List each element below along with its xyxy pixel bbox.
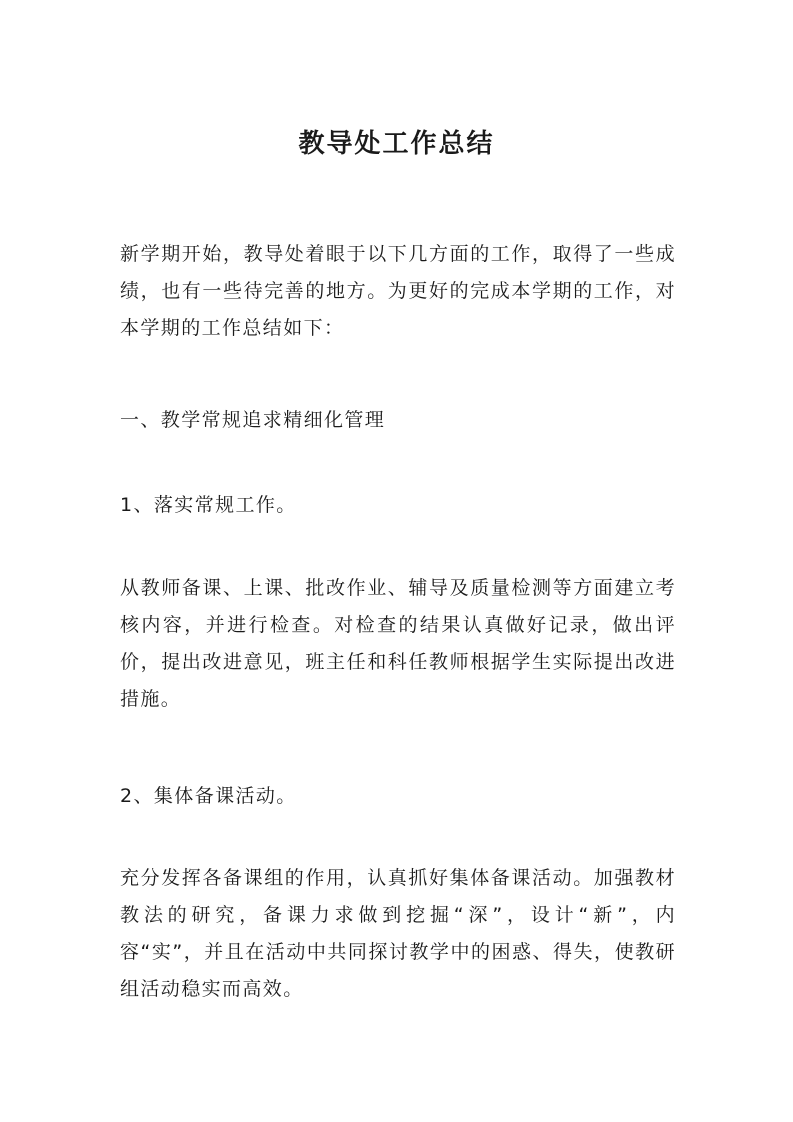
- item-heading-2: 2、集体备课活动。: [120, 785, 297, 807]
- item-body-2: 充分发挥各备课组的作用，认真抓好集体备课活动。加强教材教法的研究，备课力求做到挖掘“深”，设计“新”，内容“实”，并且在活动中共同探讨教学中的困惑、得失，使教研组活动稳实而高效。: [120, 867, 676, 1000]
- intro-paragraph: 新学期开始，教导处着眼于以下几方面的工作，取得了一些成绩，也有一些待完善的地方。为更好的完成本学期的工作，对本学期的工作总结如下：: [120, 243, 676, 339]
- section-heading: 一、教学常规追求精细化管理: [120, 409, 386, 431]
- item-body-1: 从教师备课、上课、批改作业、辅导及质量检测等方面建立考核内容，并进行检查。对检查的结果认真做好记录，做出评价，提出改进意见，班主任和科任教师根据学生实际提出改进措施。: [120, 577, 676, 710]
- item-heading-1: 1、落实常规工作。: [120, 494, 297, 516]
- document-title: 教导处工作总结: [298, 129, 495, 159]
